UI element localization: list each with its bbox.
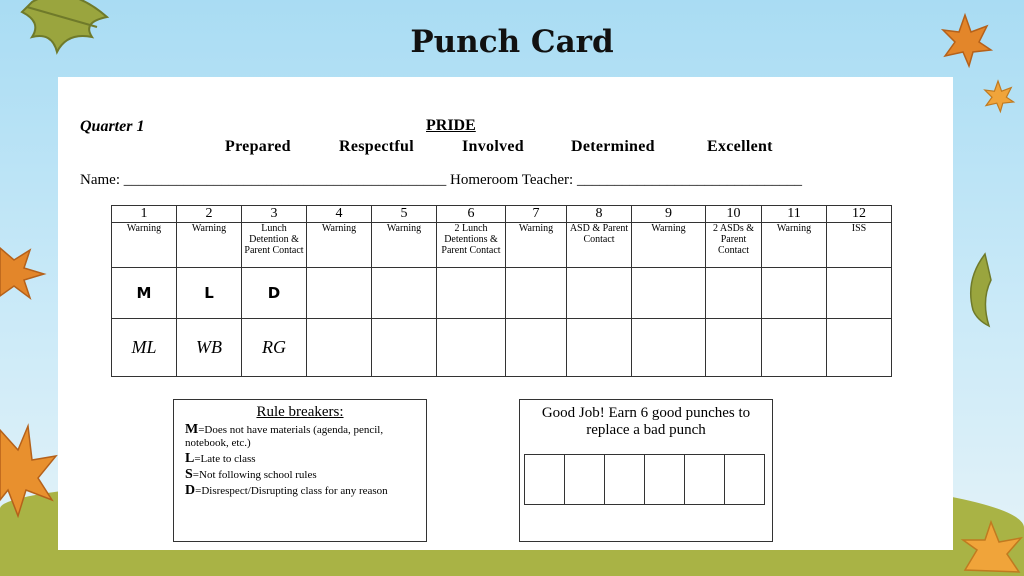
initials-cell[interactable]	[706, 319, 762, 377]
value-involved: Involved	[462, 138, 524, 155]
punch-description: ASD & Parent Contact	[567, 223, 632, 268]
rule-item	[174, 452, 426, 466]
maple-leaf-icon	[955, 520, 1024, 576]
homeroom-field[interactable]: ______________________________	[576, 172, 802, 188]
rule-item	[174, 468, 426, 482]
initials-cell[interactable]: RG	[242, 319, 307, 377]
initials-cell[interactable]	[632, 319, 706, 377]
maple-leaf-icon	[0, 420, 58, 520]
initials-cell[interactable]	[506, 319, 567, 377]
punch-number: 7	[506, 206, 567, 223]
punch-description: Warning	[177, 223, 242, 268]
good-punch-box[interactable]	[685, 455, 725, 505]
good-punch-box[interactable]	[645, 455, 685, 505]
initials-cell[interactable]: ML	[112, 319, 177, 377]
initials-cell[interactable]	[827, 319, 892, 377]
rule-key: L	[185, 451, 195, 466]
rule-breakers-heading: Rule breakers:	[256, 404, 344, 420]
value-determined: Determined	[571, 138, 655, 155]
punch-number: 11	[762, 206, 827, 223]
rule-text: =Not following school rules	[192, 469, 317, 481]
punch-description: 2 ASDs & Parent Contact	[706, 223, 762, 268]
punch-cell[interactable]	[506, 268, 567, 319]
maple-leaf-icon	[980, 78, 1016, 114]
name-label: Name:	[80, 172, 120, 188]
punch-cell[interactable]	[827, 268, 892, 319]
punch-card	[58, 77, 953, 550]
punch-cell[interactable]	[437, 268, 506, 319]
punch-number: 3	[242, 206, 307, 223]
rule-breakers-box	[173, 399, 427, 542]
punch-number: 4	[307, 206, 372, 223]
good-job-box	[519, 399, 773, 542]
rule-item	[174, 423, 426, 450]
punch-number: 1	[112, 206, 177, 223]
punch-cell[interactable]	[567, 268, 632, 319]
rule-item	[174, 484, 426, 498]
punch-number: 5	[372, 206, 437, 223]
homeroom-label: Homeroom Teacher:	[449, 172, 574, 188]
punch-number: 2	[177, 206, 242, 223]
punch-number: 12	[827, 206, 892, 223]
punch-cell[interactable]	[307, 268, 372, 319]
punch-grid	[111, 205, 892, 377]
punch-description: Warning	[307, 223, 372, 268]
punch-number: 9	[632, 206, 706, 223]
punch-cell[interactable]	[372, 268, 437, 319]
punch-description: Warning	[632, 223, 706, 268]
punch-cell[interactable]: M	[112, 268, 177, 319]
rule-key: S	[185, 467, 193, 482]
punch-description: 2 Lunch Detentions & Parent Contact	[437, 223, 506, 268]
punch-description: Warning	[762, 223, 827, 268]
punch-cell[interactable]: L	[177, 268, 242, 319]
quarter-label: Quarter 1	[80, 118, 145, 135]
good-punch-box[interactable]	[565, 455, 605, 505]
good-job-heading: Good Job! Earn 6 good punches to replace a bad punch	[541, 405, 751, 438]
punch-description: ISS	[827, 223, 892, 268]
good-punch-box[interactable]	[605, 455, 645, 505]
punch-number: 10	[706, 206, 762, 223]
oak-leaf-icon	[955, 250, 995, 330]
rule-text: =Does not have materials (agenda, pencil, notebook, etc.)	[185, 424, 384, 449]
punch-cell[interactable]: D	[242, 268, 307, 319]
initials-cell[interactable]	[567, 319, 632, 377]
punch-description: Lunch Detention & Parent Contact	[242, 223, 307, 268]
punch-description: Warning	[506, 223, 567, 268]
value-excellent: Excellent	[707, 138, 773, 155]
initials-cell[interactable]	[437, 319, 506, 377]
punch-number: 6	[437, 206, 506, 223]
name-field[interactable]: ___________________________________________	[123, 172, 447, 188]
punch-cell[interactable]	[632, 268, 706, 319]
rule-key: D	[185, 483, 196, 498]
punch-description: Warning	[112, 223, 177, 268]
punch-cell[interactable]	[706, 268, 762, 319]
good-punch-box[interactable]	[725, 455, 765, 505]
good-punch-box[interactable]	[525, 455, 565, 505]
initials-cell[interactable]	[307, 319, 372, 377]
punch-description: Warning	[372, 223, 437, 268]
rule-text: =Late to class	[194, 453, 256, 465]
page-title: Punch Card	[410, 24, 614, 60]
value-respectful: Respectful	[339, 138, 414, 155]
rule-text: =Disrespect/Disrupting class for any reason	[195, 485, 388, 497]
initials-cell[interactable]	[372, 319, 437, 377]
initials-cell[interactable]: WB	[177, 319, 242, 377]
initials-cell[interactable]	[762, 319, 827, 377]
punch-number: 8	[567, 206, 632, 223]
pride-heading: PRIDE	[426, 117, 476, 134]
punch-cell[interactable]	[762, 268, 827, 319]
good-punch-boxes	[524, 454, 765, 505]
value-prepared: Prepared	[225, 138, 291, 155]
maple-leaf-icon	[0, 240, 50, 304]
name-line	[80, 172, 802, 189]
rule-key: M	[185, 422, 199, 437]
